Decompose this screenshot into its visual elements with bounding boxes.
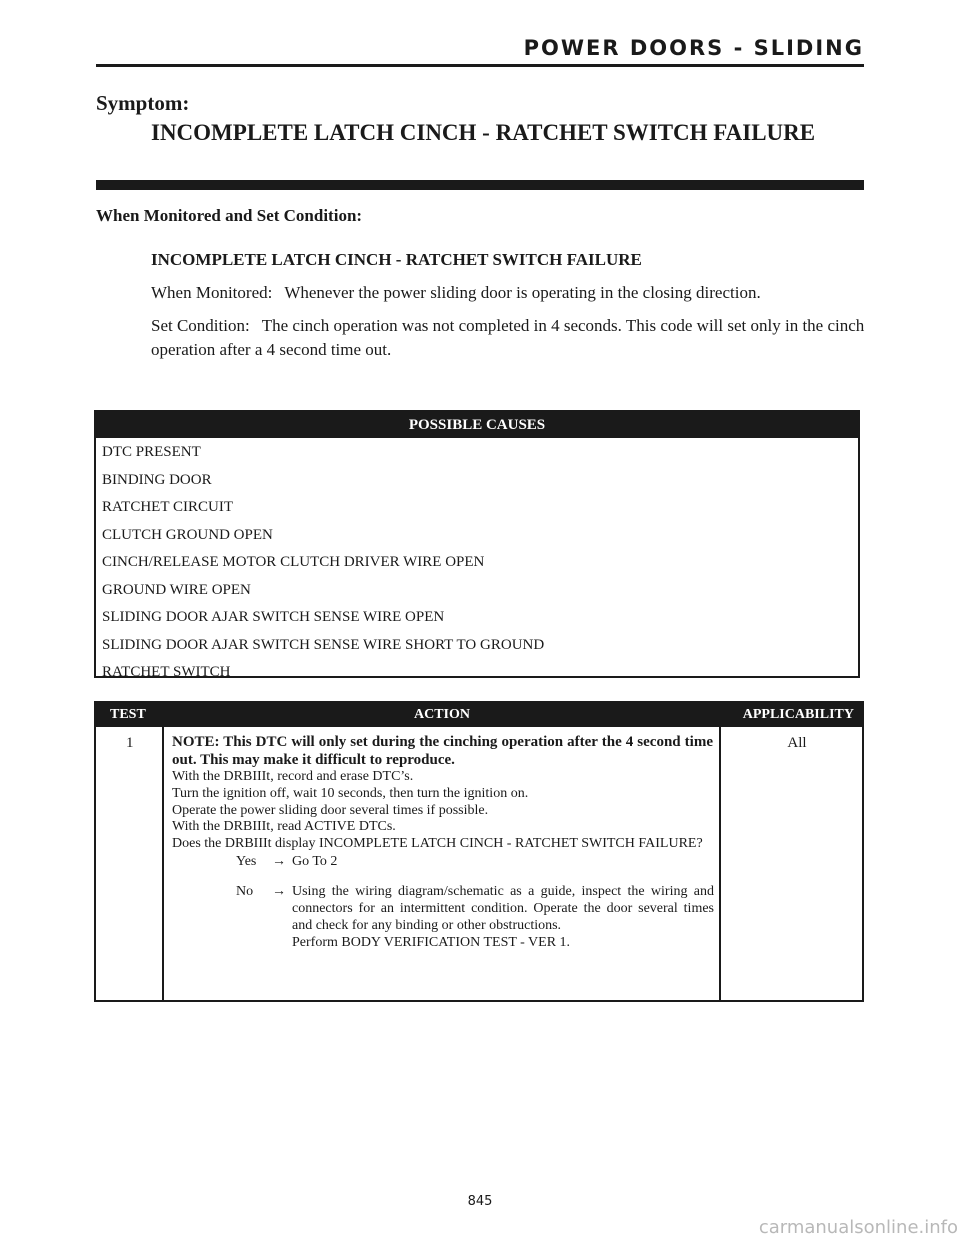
test-step: With the DRBIIIt, record and erase DTC’s.: [172, 769, 414, 784]
arrow-right-icon: →: [272, 854, 286, 869]
action-cell: [172, 733, 713, 853]
answer-no-label: No: [236, 884, 254, 899]
column-divider: [719, 727, 721, 1000]
symptom-title: INCOMPLETE LATCH CINCH - RATCHET SWITCH FAILURE: [151, 120, 816, 145]
applicability-value: All: [787, 735, 807, 751]
col-applicability-header: APPLICABILITY: [742, 707, 854, 722]
test-step: With the DRBIIIt, read ACTIVE DTCs.: [172, 819, 396, 835]
monitor-heading: When Monitored and Set Condition:: [96, 206, 363, 225]
test-note: NOTE: This DTC will only set during the cinching operation after the 4 second time out. This may make it difficult to reproduce.: [172, 734, 713, 768]
when-monitored-text: Whenever the power sliding door is operating in the closing direction.: [284, 283, 761, 302]
column-divider: [162, 727, 164, 1000]
cause-item: CLUTCH GROUND OPEN: [102, 526, 273, 543]
possible-causes-heading: POSSIBLE CAUSES: [96, 412, 858, 438]
answer-yes-text: Go To 2: [292, 854, 338, 869]
set-condition-label: Set Condition:: [151, 316, 250, 335]
header-rule: [96, 64, 864, 67]
cause-item: DTC PRESENT: [102, 444, 201, 460]
answer-no-verification: Perform BODY VERIFICATION TEST - VER 1.: [292, 935, 571, 950]
col-test-header: TEST: [110, 707, 146, 722]
arrow-right-icon: →: [272, 884, 286, 899]
page-number: 845: [467, 1194, 493, 1209]
when-monitored-row: [151, 283, 761, 303]
section-title: POWER DOORS - SLIDING: [523, 36, 864, 60]
set-condition-text: The cinch operation was not completed in 4 seconds. This code will set only in the cinch operation after a 4 second time out.: [151, 316, 865, 359]
cause-item: SLIDING DOOR AJAR SWITCH SENSE WIRE SHORT TO GROUND: [102, 636, 545, 653]
cause-item: RATCHET SWITCH: [102, 664, 231, 680]
test-step: Operate the power sliding door several times if possible.: [172, 802, 489, 818]
cause-item: RATCHET CIRCUIT: [102, 499, 233, 515]
when-monitored-label: When Monitored:: [151, 283, 273, 302]
possible-causes-box: [94, 410, 860, 678]
col-action-header: ACTION: [414, 707, 471, 722]
test-table: [94, 701, 864, 1002]
answer-yes-label: Yes: [236, 854, 257, 869]
symptom-divider: [96, 180, 864, 190]
monitor-subtitle: INCOMPLETE LATCH CINCH - RATCHET SWITCH FAILURE: [151, 250, 642, 269]
test-number: 1: [126, 735, 134, 751]
cause-item: SLIDING DOOR AJAR SWITCH SENSE WIRE OPEN: [102, 609, 445, 625]
possible-causes-list: [96, 438, 858, 686]
watermark: carmanualsonline.info: [758, 1217, 958, 1238]
test-step: Turn the ignition off, wait 10 seconds, then turn the ignition on.: [172, 785, 529, 801]
cause-item: GROUND WIRE OPEN: [102, 581, 251, 598]
answer-no-instruction: Using the wiring diagram/schematic as a guide, inspect the wiring and connectors for an intermittent condition. Operate the door several times and check for any binding or other obstructions.: [292, 884, 714, 933]
symptom-label: Symptom:: [96, 91, 190, 115]
test-table-header: [96, 703, 862, 727]
cause-item: CINCH/RELEASE MOTOR CLUTCH DRIVER WIRE OPEN: [102, 554, 485, 570]
answer-no-text: [292, 883, 714, 951]
test-step: Does the DRBIIIt display INCOMPLETE LATCH CINCH - RATCHET SWITCH FAILURE?: [172, 836, 703, 852]
cause-item: BINDING DOOR: [102, 471, 212, 488]
set-condition-row: [151, 314, 866, 362]
